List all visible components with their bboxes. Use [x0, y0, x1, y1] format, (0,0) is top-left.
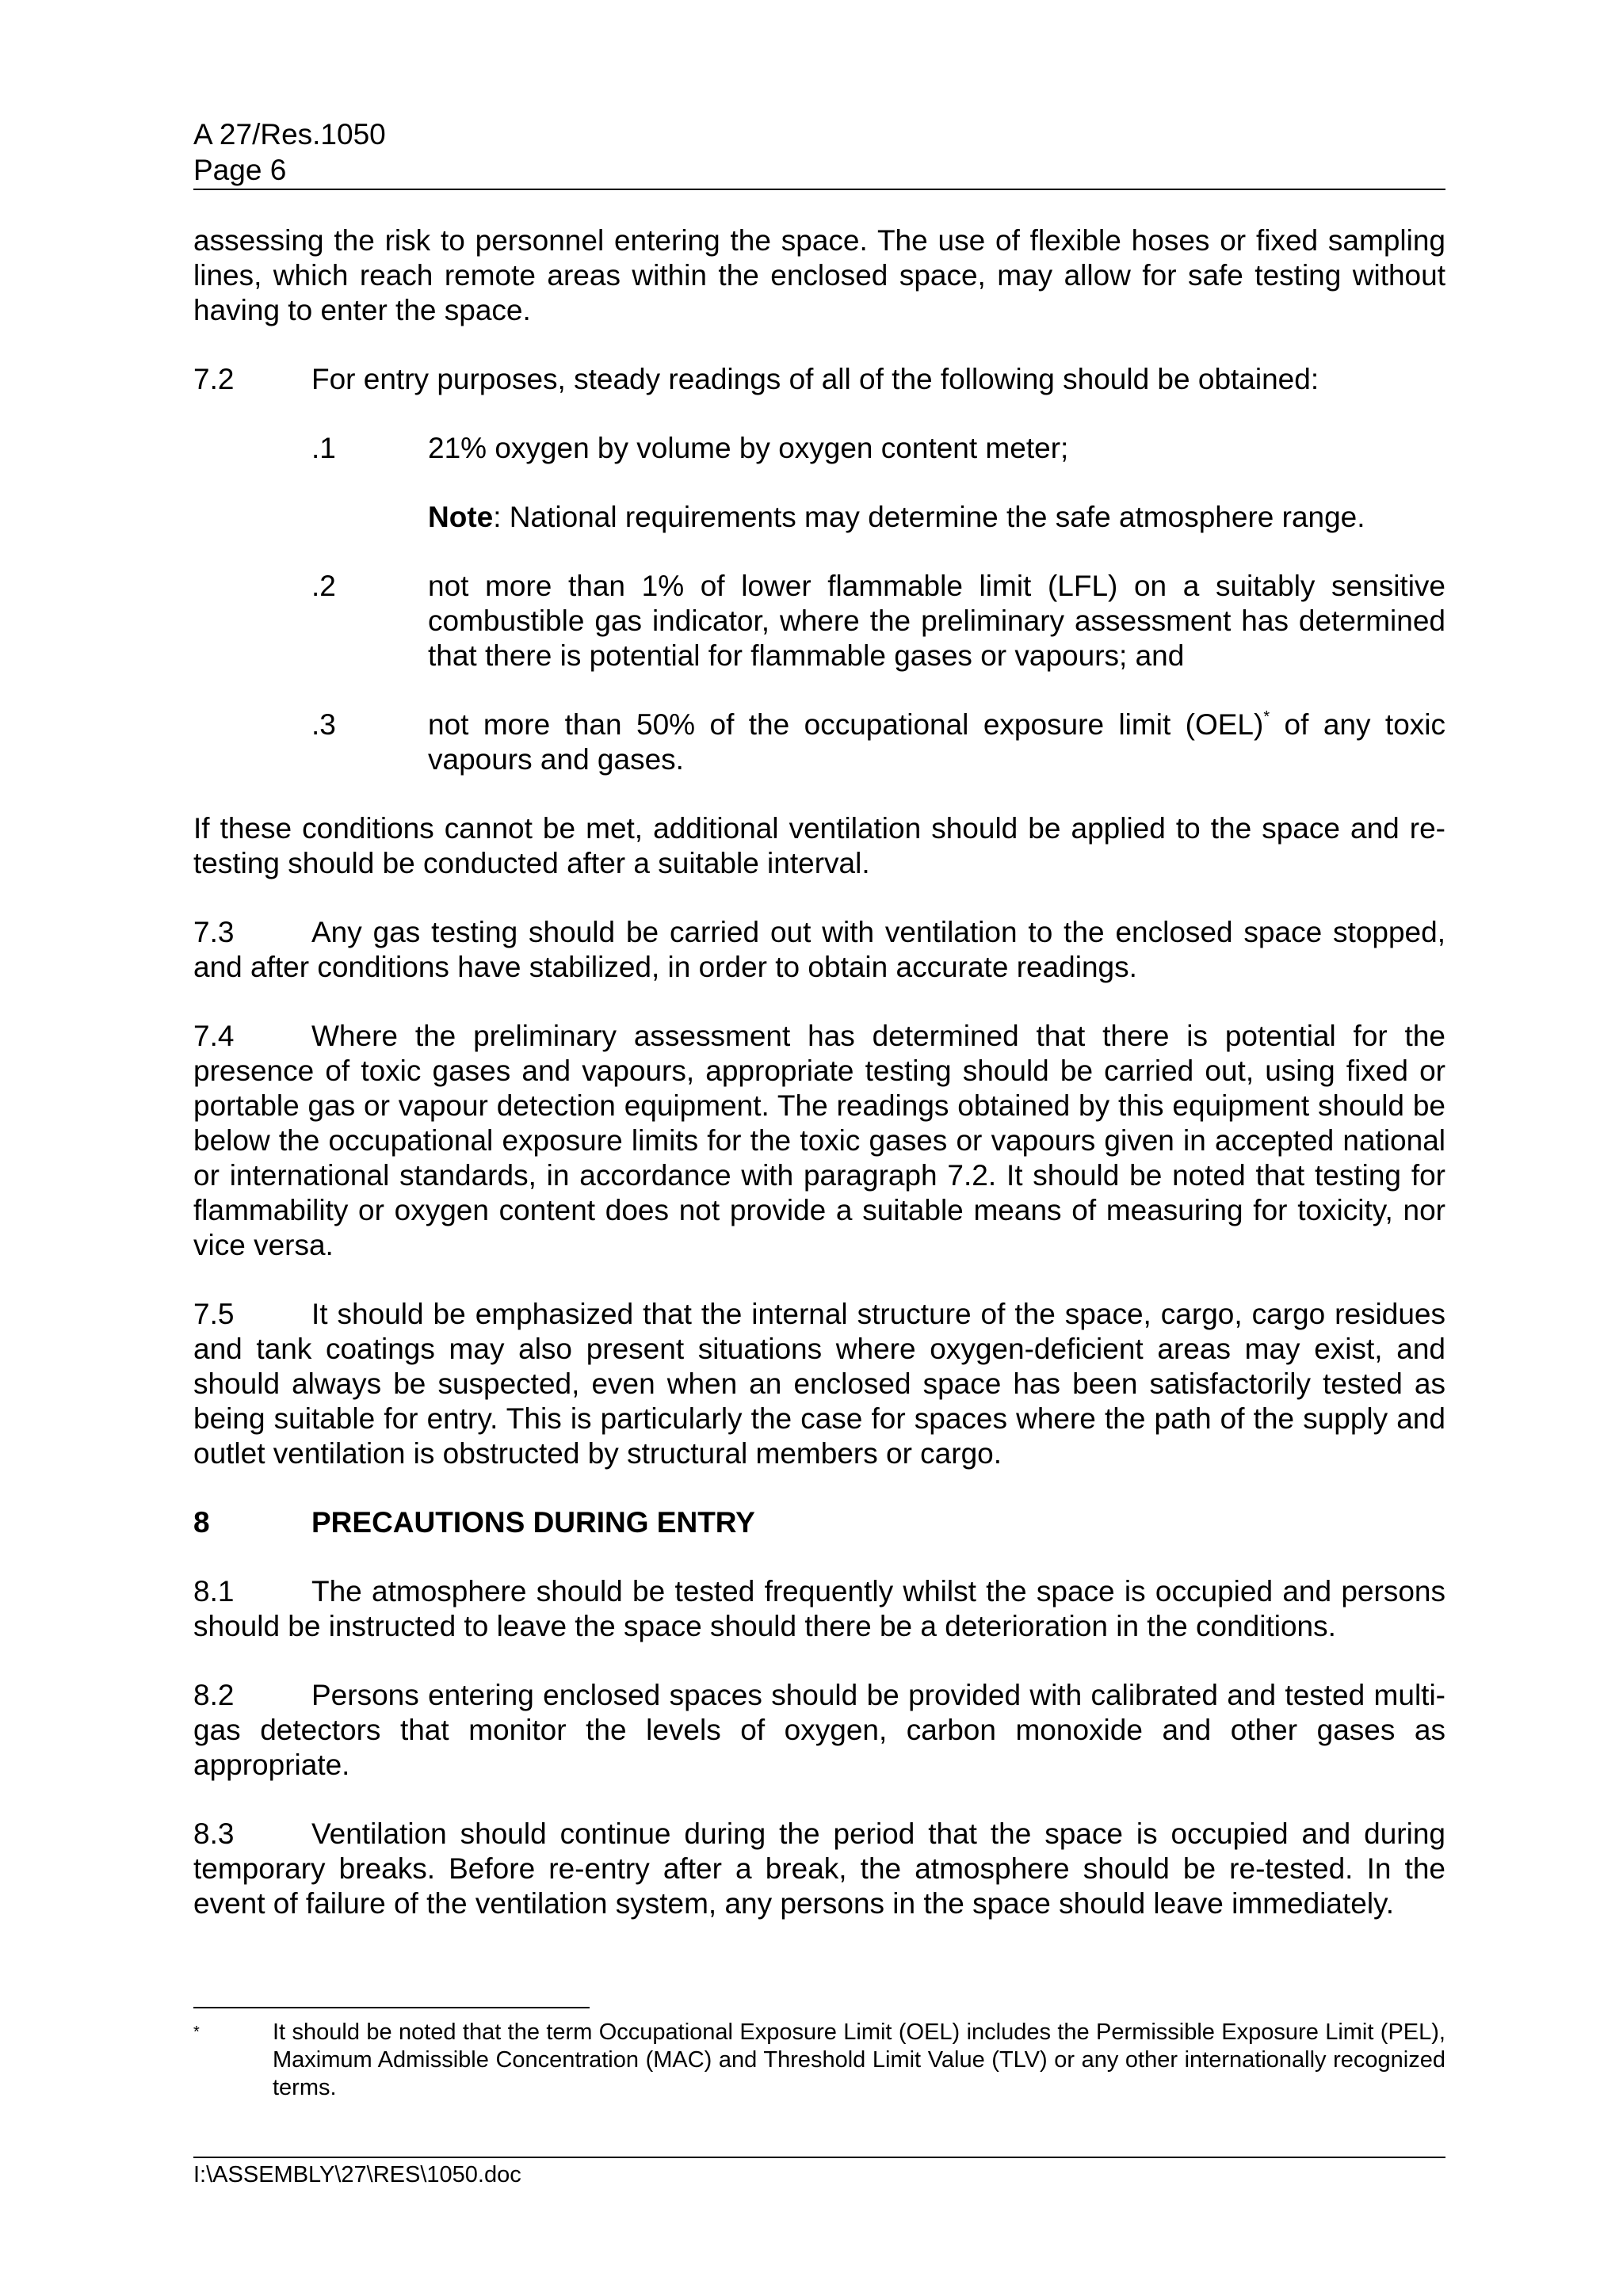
page-header: [193, 116, 386, 188]
list-item-text: 21% oxygen by volume by oxygen content meter;: [428, 432, 1069, 464]
paragraph-text: Persons entering enclosed spaces should be provided with calibrated and tested multi-gas detectors that monitor the levels of oxygen, carbon monoxide and other gases as appropriate.: [193, 1679, 1445, 1781]
note-text: : National requirements may determine the safe atmosphere range.: [493, 501, 1365, 533]
paragraph-number: 7.2: [193, 363, 235, 395]
section-number: 8: [193, 1506, 210, 1539]
paragraph-number: 7.5: [193, 1298, 235, 1330]
list-item-1: [193, 431, 1445, 466]
paragraph-number: 7.4: [193, 1020, 235, 1052]
paragraph-7-2: [193, 362, 1445, 397]
paragraph-number: 8.2: [193, 1679, 235, 1711]
paragraph-number: 8.1: [193, 1575, 235, 1608]
note-label: Note: [428, 501, 494, 533]
footer-file-path: I:\ASSEMBLY\27\RES\1050.doc: [193, 2162, 521, 2187]
paragraph-8-3: [193, 1817, 1445, 1921]
footnote-reference[interactable]: *: [1263, 708, 1270, 726]
paragraph-8-1: [193, 1574, 1445, 1644]
paragraph-number: 8.3: [193, 1817, 235, 1850]
paragraph-7-4: [193, 1019, 1445, 1263]
document-body: [193, 223, 1445, 1955]
paragraph-7-5: [193, 1297, 1445, 1471]
paragraph-text: The atmosphere should be tested frequently whilst the space is occupied and persons should be instructed to leave the space should there be a deterioration in the conditions.: [193, 1575, 1445, 1642]
section-8-heading: [193, 1505, 1445, 1540]
conditions-paragraph: If these conditions cannot be met, additional ventilation should be applied to the space and re-testing should be conducted after a suitable interval.: [193, 812, 1445, 879]
paragraph-text: Where the preliminary assessment has determined that there is potential for the presence of toxic gases and vapours, appropriate testing should be carried out, using fixed or portable gas or vapour detection equipment. The readings obtained by this equipment should be below the occupational exposure limits for the toxic gases or vapours given in accepted national or international standards, in accordance with paragraph 7.2. It should be noted that testing for flammability or oxygen content does not provide a suitable means of measuring for toxicity, nor vice versa.: [193, 1020, 1445, 1261]
intro-paragraph: assessing the risk to personnel entering the space. The use of flexible hoses or fixed sampling lines, which reach remote areas within the enclosed space, may allow for safe testing without having to enter the space.: [193, 224, 1445, 326]
paragraph-text: It should be emphasized that the internal structure of the space, cargo, cargo residues and tank coatings may also present situations where oxygen-deficient areas may exist, and should always be suspected, even when an enclosed space has been satisfactorily tested as being suitable for entry. This is particularly the case for spaces where the path of the supply and outlet ventilation is obstructed by structural members or cargo.: [193, 1298, 1445, 1470]
footnote: [193, 2019, 1445, 2102]
paragraph-text: Any gas testing should be carried out with ventilation to the enclosed space stopped, and after conditions have stabilized, in order to obtain accurate readings.: [193, 916, 1445, 983]
list-item-label: .1: [311, 432, 336, 464]
paragraph-number: 7.3: [193, 916, 235, 948]
paragraph-7-3: [193, 915, 1445, 985]
paragraph-8-2: [193, 1678, 1445, 1783]
list-item-label: .3: [311, 708, 336, 741]
list-item-text-end: of any toxic vapours and gases.: [428, 708, 1445, 776]
list-item-text: [428, 707, 1445, 777]
page-number: Page 6: [193, 154, 287, 186]
list-item-text: not more than 1% of lower flammable limit (LFL) on a suitably sensitive combustible gas indicator, where the preliminary assessment has determined that there is potential for flammable gases or vapours; and: [428, 570, 1445, 672]
paragraph-text: For entry purposes, steady readings of all of the following should be obtained:: [311, 363, 1319, 395]
section-title: PRECAUTIONS DURING ENTRY: [311, 1506, 755, 1539]
list-item-text-start: not more than 50% of the occupational exposure limit (OEL): [428, 708, 1264, 741]
document-reference: A 27/Res.1050: [193, 118, 386, 151]
header-rule: [193, 189, 1445, 190]
note: [193, 500, 1445, 535]
list-item-label: .2: [311, 570, 336, 602]
list-item-2: [193, 569, 1445, 673]
list-item-3: [193, 707, 1445, 777]
footnote-mark: *: [193, 2023, 200, 2041]
footnote-separator: [193, 2007, 590, 2008]
paragraph-text: Ventilation should continue during the period that the space is occupied and during temporary breaks. Before re-entry after a break, the atmosphere should be re-tested. In the event of failure of the ventilation system, any persons in the space should leave immediately.: [193, 1817, 1445, 1920]
footnote-text: It should be noted that the term Occupational Exposure Limit (OEL) includes the Permissible Exposure Limit (PEL), Maximum Admissible Concentration (MAC) and Threshold Limit Value (TLV) or any other internationally recognized terms.: [273, 2019, 1445, 2100]
footer-rule: [193, 2157, 1445, 2158]
